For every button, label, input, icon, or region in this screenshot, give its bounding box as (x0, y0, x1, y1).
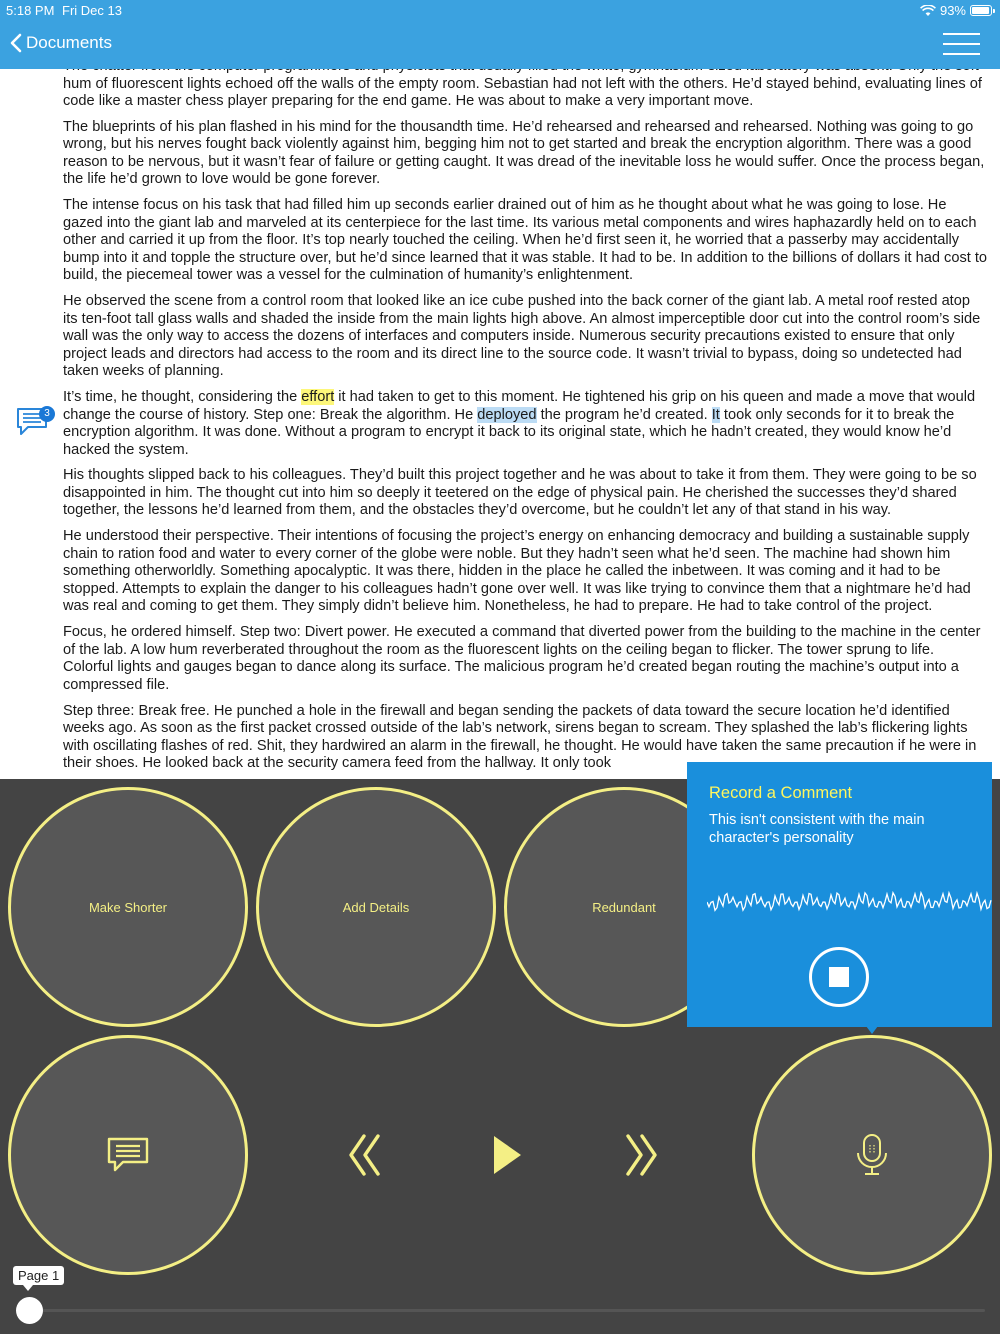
document-text[interactable] (63, 58, 988, 780)
paragraph[interactable]: His thoughts slipped back to his colleagues. They’d built this project together and he was about to take it from them. They were going to be so disappointed in him. The thought cut into him so deeply it teetered on the edge of physical pain. He cherished the successes they’d shared together, the lessons he’d learned from them, and the obstacles they’d overcome, but he couldn’t let any of that stand in his way. (63, 467, 977, 519)
make-shorter-label: Make Shorter (88, 899, 168, 915)
paragraph[interactable]: The intense focus on his task that had filled him up seconds earlier drained out of him as he thought about what he was going to lose. He gazed into the giant lab and marveled at its centerpiece for the last time. Its various metal components and wires haphazardly held on to each other and carried it up from the floor. It’s top nearly touched the ceiling. When he’d first seen it, he worried that a passerby may accidentally bump into it and topple the structure over, but he’d since learned that it was stable. It had to be. In addition to the billions of dollars it had cost to build, the piecemeal tower was a vessel for the culmination of humanity’s enlightenment. (63, 197, 988, 284)
record-comment-popup (687, 762, 992, 1027)
stop-icon (829, 967, 849, 987)
selected-word[interactable]: deployed (477, 406, 537, 423)
stop-recording-button[interactable] (809, 947, 869, 1007)
highlighted-word[interactable]: effort (301, 389, 335, 406)
rewind-icon[interactable] (348, 1133, 382, 1177)
battery-icon (970, 5, 992, 16)
microphone-icon (855, 1133, 889, 1177)
paragraph-text: It’s time, he thought, considering the (63, 389, 302, 406)
redundant-label: Redundant (592, 899, 656, 915)
page-indicator: Page 1 (13, 1266, 64, 1285)
page-slider-thumb[interactable] (16, 1297, 43, 1324)
comment-marker[interactable] (16, 407, 58, 441)
paragraph[interactable] (63, 389, 988, 459)
paragraph-text: took only seconds for it to break the encryption algorithm. It was done. Without a program to encrypt it back to its original state, which he hadn’t created, they would know he’d hacked the system. (63, 406, 955, 458)
paragraph[interactable]: The blueprints of his plan flashed in his mind for the thousandth time. He’d rehearsed and rehearsed and rehearsed. Nothing was going to go wrong, but his nerves fought back violently against him, begging him not to get started and break the encryption algorithm. There was a good reason to be nervous, but it wasn’t fear of failure or getting caught. It was dread of the inevitable loss he would suffer. Once the process began, the life he’d grown to love would be gone forever. (63, 118, 985, 188)
chevron-left-icon (10, 33, 22, 53)
comment-button[interactable] (8, 1035, 248, 1275)
back-button[interactable] (10, 33, 112, 53)
paragraph[interactable]: He understood their perspective. Their intentions of focusing the project’s energy on enhancing democracy and building a sustainable supply chain to ration food and water to every corner of the globe were noble. But they hadn’t seen what he’d seen. The machine had shown him something otherworldly. Something apocalyptic. It was there, hidden in the place he called the inbetween. It was coming and it had to be stopped. Attempts to explain the danger to his colleagues hadn’t gone over well. It was like trying to convince them that a nightmare he’d had was real and coming to get them. They simply didn’t believe him. Nonetheless, he had to prepare. He had to take control of the project. (63, 528, 971, 615)
paragraph[interactable]: Focus, he ordered himself. Step two: Divert power. He executed a command that diverted power from the building to the machine in the center of the lab. A low hum reverberated throughout the room as the fluorescent lights on the ceiling began to flicker. The tower sprung to life. Colorful lights and gauges began to dance along its surface. The malicious program he’d created began routing the machine’s output into a compressed file. (63, 624, 981, 693)
nav-header (0, 0, 1000, 69)
comment-icon (107, 1137, 149, 1173)
page-slider-track[interactable] (30, 1309, 985, 1312)
status-time: 5:18 PM (6, 3, 55, 18)
add-details-label: Add Details (342, 899, 410, 915)
make-shorter-button[interactable] (8, 787, 248, 1027)
paragraph[interactable]: He observed the scene from a control room that looked like an ice cube pushed into the back corner of the giant lab. A metal roof rested atop its ten-foot tall glass walls and shaded the inside from the main lights high above. An almost imperceptible door cut into the control room’s side wall was the only way to access the dozens of interfaces and computers inside. Numerous security precautions existed to ensure that only project leads and directors had access to the room and its direct line to the source code. It wasn’t trivial to bypass, doing so undetected had taken weeks of planning. (63, 293, 981, 380)
add-details-button[interactable] (256, 787, 496, 1027)
play-icon[interactable] (491, 1133, 523, 1177)
status-date: Fri Dec 13 (62, 3, 122, 18)
status-indicators (920, 3, 992, 18)
battery-percent: 93% (939, 3, 966, 18)
back-label: Documents (26, 33, 112, 52)
popup-title: Record a Comment (709, 784, 853, 802)
wifi-icon (920, 5, 936, 17)
comment-count-badge: 3 (39, 406, 55, 422)
paragraph[interactable]: Step three: Break free. He punched a hole in the firewall and began sending the packets of data toward the secure location he’d identified weeks ago. As soon as the first packet crossed outside of the lab’s network, sirens began to scream. They splashed the lab’s flickering lights with oscillating flashes of red. Shit, they hardwired an alarm in the firewall, he thought. He would have taken the same precaution if he were in their shoes. He looked back at the security camera feed from the hallway. It only took (63, 702, 977, 772)
paragraph-text: it had taken to get to this moment. He tightened his grip on his queen and made a move that would change the course of history. Step one: Break the algorithm. He (63, 389, 976, 423)
popup-pointer (866, 1026, 878, 1034)
paragraph-text: the program he’d created. (536, 406, 712, 423)
waveform-icon (707, 887, 992, 917)
paragraph[interactable]: hum of fluorescent lights echoed off the walls of the empty room. Sebastian had not left with the others. He’d stayed behind, evaluating lines of code like a master chess player preparing for the end game. He was about to make a very important move. (63, 75, 982, 109)
fast-forward-icon[interactable] (624, 1133, 658, 1177)
selected-word[interactable]: It (711, 406, 720, 423)
transcript-text: This isn't consistent with the main character's personality (709, 812, 925, 846)
record-button[interactable] (752, 1035, 992, 1275)
menu-icon[interactable] (943, 33, 980, 55)
